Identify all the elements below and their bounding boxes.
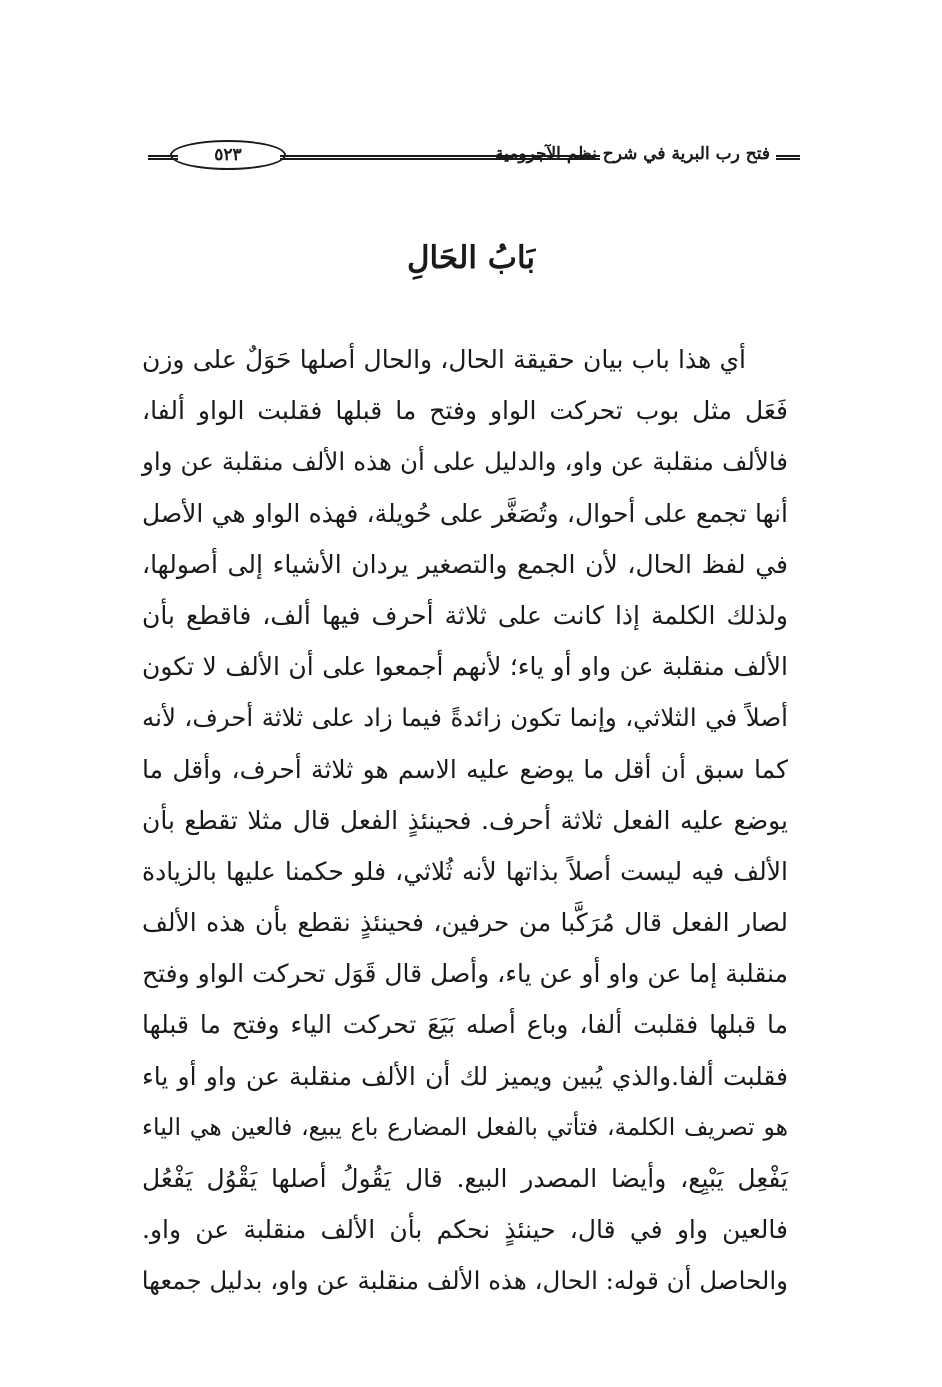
text-line: في لفظ الحال، لأن الجمع والتصغير يردان الأشياء إلى أصولها، [142,549,788,579]
running-title: فتح رب البرية في شرح نظم الآجرومية [495,144,770,164]
text-line: الألف منقلبة عن واو أو ياء؛ لأنهم أجمعوا على أن الألف لا تكون [142,652,788,682]
text-line: يوضع عليه الفعل ثلاثة أحرف. فحينئذٍ الفعل قال مثلا تقطع بأن [142,805,788,835]
text-line: كما سبق أن أقل ما يوضع عليه الاسم هو ثلاثة أحرف، وأقل ما [142,754,788,784]
text-line: أنها تجمع على أحوال، وتُصَغَّر على حُويلة، فهذه الواو هي الأصل [142,498,788,528]
text-line: هو تصريف الكلمة، فتأتي بالفعل المضارع باع يبيع، فالعين هي الياء [142,1112,788,1141]
text-line: لصار الفعل قال مُرَكَّبا من حرفين، فحينئذٍ نقطع بأن هذه الألف [142,908,788,938]
body-text [142,334,788,1307]
header-dash-right [776,155,800,160]
text-line: فَعَل مثل بوب تحركت الواو وفتح ما قبلها فقلبت الواو ألفا، [142,396,788,426]
chapter-title: بَابُ الحَالِ [406,240,536,276]
text-line: الألف فيه ليست أصلاً بذاتها لأنه ثُلاثي، فلو حكمنا عليها بالزيادة [142,856,788,886]
text-line: يَفْعِل يَبْيِع، وأيضا المصدر البيع. قال يَقُولُ أصلها يَقْوُل يَفْعُل [142,1164,788,1193]
running-header [140,136,800,176]
text-line: والحاصل أن قوله: الحال، هذه الألف منقلبة عن واو، بدليل جمعها [141,1266,788,1296]
text-line: أي هذا باب بيان حقيقة الحال، والحال أصلها حَوَلٌ على وزن [142,345,746,374]
text-line: فالألف منقلبة عن واو، والدليل على أن هذه الألف منقلبة عن واو [142,447,788,477]
text-line: منقلبة إما عن واو أو عن ياء، وأصل قال قَوَل تحركت الواو وفتح [141,959,788,989]
header-rule-left [148,155,178,160]
text-line: فالعين واو في قال، حينئذٍ نحكم بأن الألف منقلبة عن واو. [142,1215,788,1245]
header-rule [280,155,600,160]
text-line: ولذلك الكلمة إذا كانت على ثلاثة أحرف فيها ألف، فاقطع بأن [142,600,788,630]
text-line: ما قبلها فقلبت ألفا، وباع أصله بَيَعَ تحركت الياء وفتح ما قبلها [142,1010,788,1040]
page-number: ٥٢٣ [170,140,286,170]
text-line: أصلاً في الثلاثي، وإنما تكون زائدةً فيما زاد على ثلاثة أحرف، لأنه [142,703,788,733]
text-line: فقلبت ألفا.والذي يُبين ويميز لك أن الألف منقلبة عن واو أو ياء [142,1061,788,1091]
